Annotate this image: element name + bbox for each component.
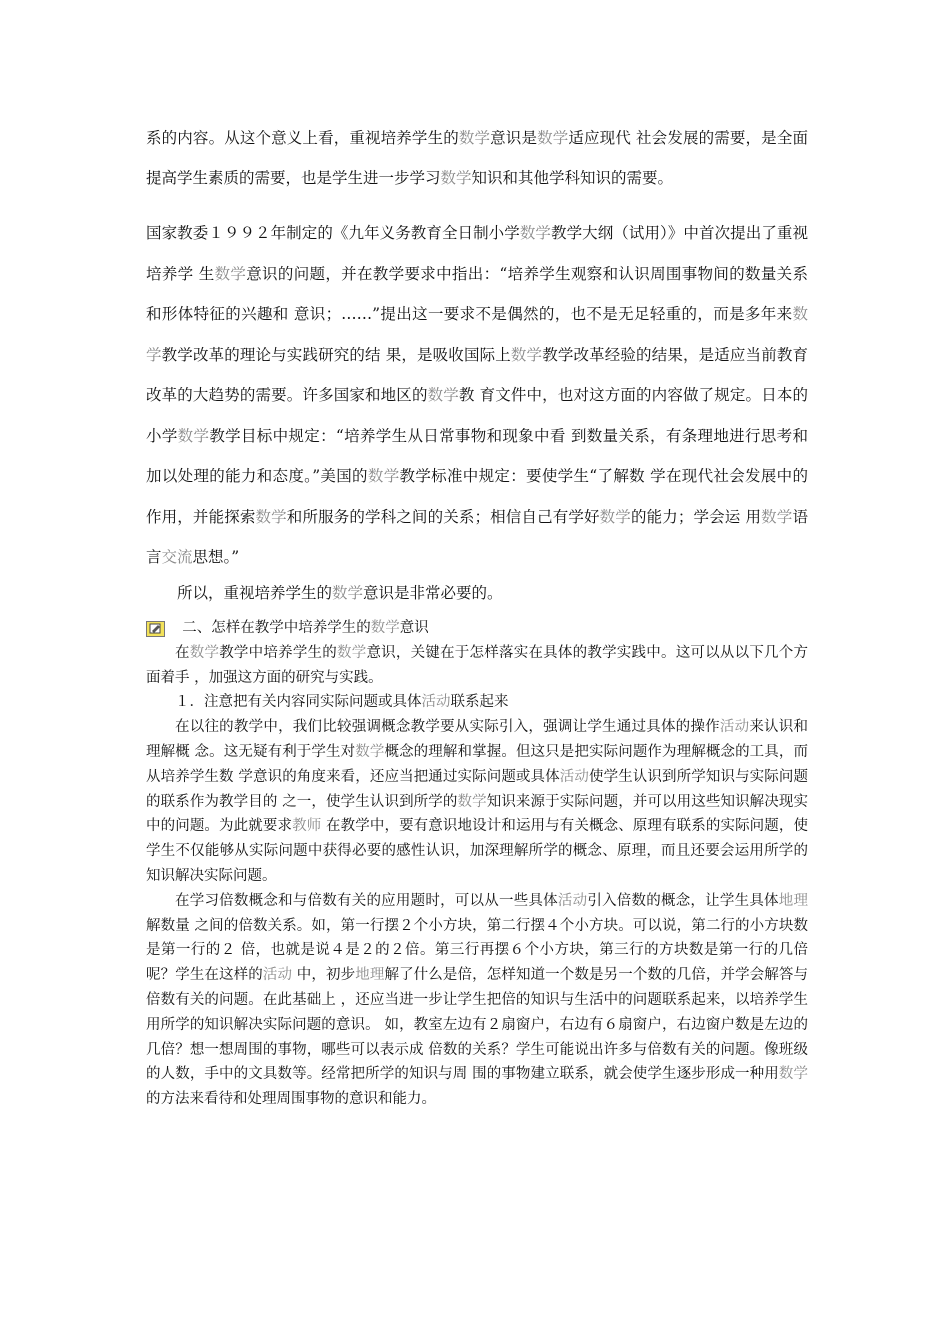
keyword-link[interactable]: 活动 [557, 892, 588, 909]
keyword-link[interactable]: 数学 [177, 426, 210, 445]
text-run: 和所服务的学科之间的关系；相信自己有学好 [286, 507, 600, 526]
text-run: 中，初步 [292, 967, 356, 984]
text-run: 教 育文件中，也对这方面的内容做了规定。日本的小学 [146, 386, 808, 445]
text-run: 来认识和理解概 念。这无疑有利于学生对 [146, 719, 809, 760]
keyword-link[interactable]: 数学 [214, 264, 247, 283]
text-run: 使学生认识到所学知识与实际问题的联系作为教学目的 之一，使学生认识到所学的 [146, 768, 809, 810]
subheading-1 [146, 690, 808, 715]
keyword-link[interactable]: 数学 [440, 169, 472, 187]
paragraph-6 [146, 715, 808, 889]
keyword-link[interactable]: 数学 [427, 386, 459, 404]
text-run: 解了什么是倍，怎样知道一个数是另一个数的几倍，并学会解答与倍数有关的问题。在此基础上 ，还应当进一步让学生把倍的知识与生活中的问题联系起来，以培养学生用所学的知识解决实际问题的意识。 如，教室左边有２扇窗户，右边有６扇窗户，右边窗户数是左边的几倍？想一想周围的事物，哪些可以表示成 倍数的关系？学生可能说出许多与倍数有关的问题。像班级的人数，手中的文具数等。经常把所学的知识与周 围的事物建立联系，就会使学生逐步形成一种用 [146, 967, 809, 1083]
text-run: 意识，关键在于怎样落实在具体的教学实践中。这可以从以下几个方面着手 ，加强这方面的研究与实践。 [146, 644, 809, 686]
text-run: 意识 [399, 620, 429, 636]
keyword-link[interactable]: 数学 [458, 129, 491, 147]
text-run: 思想。” [192, 548, 240, 566]
text-run: 教学目标中规定：“培养学生从日常事物和现象中看 到数量关系，有条理地进行思考和加以处理的能力和态度。”美国的 [146, 426, 808, 485]
text-run: 系的内容。从这个意义上看，重视培养学生的 [146, 129, 459, 147]
keyword-link[interactable]: 地理 [355, 967, 385, 984]
text-run: 教学改革经验的结果，是适应当前教育改革的大趋势的需要。许多国家和地区的 [146, 345, 808, 404]
text-run: 在以往的教学中，我们比较强调概念教学要从实际引入，强调让学生通过具体的操作 [175, 719, 720, 736]
text-run: 的方法来看待和处理周围事物的意识和能力。 [146, 1091, 436, 1108]
keyword-link[interactable]: 数学 [370, 620, 400, 636]
text-run: 意识是非常必要的。 [363, 584, 503, 602]
keyword-link[interactable]: 数学 [337, 644, 367, 661]
text-run: 意识是 [490, 129, 538, 147]
paragraph-2 [146, 213, 808, 578]
text-run: 教学改革的理论与实践研究的结 果，是吸收国际上 [161, 345, 511, 364]
text-run: 意识的问题，并在教学要求中指出：“培养学生观察和认识周围事物间的数量关系和形体特征的兴趣和 意识；……”提出这一要求不是偶然的，也不是无足轻重的，而是多年来 [146, 264, 808, 323]
keyword-link[interactable]: 数学 [457, 793, 487, 810]
section-heading-text [182, 620, 429, 636]
text-run: 知识来源于实际问题，并可以用这些知识解决现实中的问题。为此就要求 [146, 793, 808, 835]
section-intro-end [146, 118, 808, 198]
text-run: 国家教委１９９２年制定的《九年义务教育全日制小学 [146, 224, 520, 242]
keyword-link[interactable]: 数学 [537, 129, 569, 147]
keyword-link[interactable]: 活动 [421, 694, 451, 711]
text-run: 二、怎样在教学中培养学生的 [182, 620, 371, 636]
text-run: 在 [175, 644, 190, 661]
paragraph-7 [146, 889, 808, 1112]
keyword-link[interactable]: 地理 [778, 892, 809, 909]
keyword-link[interactable]: 数学 [778, 1066, 808, 1083]
keyword-link[interactable]: 数学 [367, 467, 400, 485]
keyword-link[interactable]: 数学 [255, 507, 287, 526]
paragraph-3 [146, 573, 808, 613]
text-run: 解数量 之间的倍数关系。如，第一行摆２个小方块，第二行摆４个小方块。可以说，第二行的小方块数是第一行的２ 倍，也就是说４是２的２倍。第三行再摆６个小方块，第三行的方块数是第一行的几倍呢？学生在这样的 [146, 917, 808, 984]
keyword-link[interactable]: 数学 [510, 345, 543, 364]
paragraph-4 [146, 641, 808, 691]
section-conclusion [146, 573, 808, 613]
text-run: 教学标准中规定：要使学生“了解数 学在现代社会发展中的作用，并能探索 [146, 467, 808, 526]
keyword-link[interactable]: 教师 [292, 818, 322, 835]
text-run: １．注意把有关内容同实际问题或具体 [175, 694, 422, 711]
text-run: 语言 [146, 507, 808, 566]
text-run: 在学习倍数概念和与倍数有关的应用题时，可以从一些具体 [175, 892, 558, 909]
keyword-link[interactable]: 活动 [262, 967, 293, 984]
text-run: 联系起来 [450, 694, 509, 711]
text-run: 引入倍数的概念，让学生具体 [587, 892, 779, 909]
paragraph-1 [146, 118, 808, 198]
keyword-link[interactable]: 数学 [599, 507, 631, 526]
text-run: 概念的理解和掌握。但这只是把实际问题作为理解概念的工具，而从培养学生数 学意识的角度来看，还应当把通过实际问题或具体 [146, 743, 809, 785]
section-heading [146, 616, 808, 641]
text-run: 教学中培养学生的 [219, 644, 337, 661]
keyword-link[interactable]: 数学 [761, 507, 793, 526]
keyword-link[interactable]: 数学 [189, 644, 220, 661]
section-how-to [146, 616, 808, 1112]
section-syllabus [146, 213, 808, 578]
text-run: 在教学中，要有意识地设计和运用与有关概念、原理有联系的实际问题，使学生不仅能够从实际问题中获得必要的感性认识，加深理解所学的概念、原理，而且还要会运用所学的知识解决实际问题。 [146, 818, 809, 884]
keyword-link[interactable]: 活动 [559, 768, 589, 785]
text-run: 教学大纲（试用）》中首次提出了重视培养学 生 [146, 224, 808, 283]
keyword-link[interactable]: 数学 [519, 224, 551, 242]
keyword-link[interactable]: 数学 [355, 743, 385, 760]
text-run: 的能力；学会运 用 [630, 507, 762, 526]
text-run: 知识和其他学科知识的需要。 [471, 169, 674, 187]
keyword-link[interactable]: 数学 [332, 584, 364, 602]
keyword-link[interactable]: 数学 [146, 305, 808, 364]
keyword-link[interactable]: 交流 [161, 548, 193, 566]
text-run: 适应现代 社会发展的需要，是全面提高学生素质的需要，也是学生进一步学习 [146, 129, 808, 187]
text-run: 所以，重视培养学生的 [177, 584, 333, 602]
note-icon[interactable] [146, 621, 165, 637]
keyword-link[interactable]: 活动 [719, 719, 750, 736]
